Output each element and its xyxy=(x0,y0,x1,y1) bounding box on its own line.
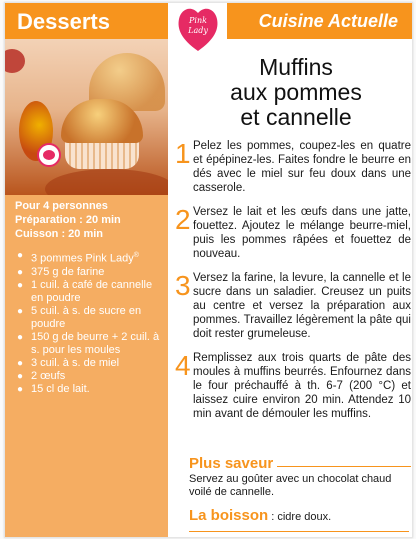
magazine-label: Cuisine Actuelle xyxy=(258,11,398,31)
apple-shape xyxy=(5,49,25,73)
cook-time: Cuisson : 20 min xyxy=(15,228,104,240)
step-number: 3 xyxy=(175,270,191,301)
step-number: 1 xyxy=(175,138,191,169)
step-text: Pelez les pommes, coupez-les en quatre et épépinez-les. Faites fondre le beurre en dés avec le miel sur feu doux dans une casserole. xyxy=(193,140,411,194)
ingredient-item: ● 2 œufs xyxy=(17,370,167,383)
pink-lady-sticker-icon xyxy=(37,143,61,167)
svg-text:Lady: Lady xyxy=(188,26,208,35)
step-number: 4 xyxy=(175,350,191,381)
header-category-band xyxy=(5,3,168,39)
step-2 xyxy=(175,205,411,261)
ingredient-item: ● 3 pommes Pink Lady® xyxy=(17,249,167,266)
step-text: Remplissez aux trois quarts de pâte des moules à muffins beurrés. Enfournez dans le four préchauffé à th. 6-7 (200 °C) et laissez cuire environ 20 min. Attendez 10 min avant de démouler les muffins. xyxy=(193,352,411,420)
ingredient-item: ● 5 cuil. à s. de sucre en poudre xyxy=(17,305,167,331)
ingredient-item: ● 1 cuil. à café de cannelle en poudre xyxy=(17,279,167,305)
step-1 xyxy=(175,139,411,195)
drink-pairing xyxy=(189,507,331,524)
ingredient-item: ● 3 cuil. à s. de miel xyxy=(17,357,167,370)
serving-tip xyxy=(189,455,411,499)
recipe-card xyxy=(4,2,413,538)
drink-divider xyxy=(189,531,409,532)
recipe-meta xyxy=(15,199,165,241)
drink-heading: La boisson xyxy=(189,507,269,524)
muffin-photo xyxy=(5,39,168,195)
step-text: Versez la farine, la levure, la cannelle et le sucre dans un saladier. Creusez un puits au centre et versez la préparation aux pommes. Travaillez légèrement la pâte qui doit rester grumeleuse. xyxy=(193,272,411,340)
plate-shape xyxy=(45,169,168,195)
step-4 xyxy=(175,351,411,421)
step-number: 2 xyxy=(175,204,191,235)
ingredient-item: ● 150 g de beurre + 2 cuil. à s. pour les moules xyxy=(17,331,167,357)
step-text: Versez le lait et les œufs dans une jatte, fouettez. Ajoutez le mélange beurre-miel, puis les pommes râpées et fouettez de nouveau. xyxy=(193,206,411,260)
pink-lady-logo xyxy=(175,3,221,53)
step-3 xyxy=(175,271,411,341)
tip-divider xyxy=(277,466,411,467)
category-label: Desserts xyxy=(17,9,110,34)
ingredients-list xyxy=(17,249,167,396)
ingredient-item: ● 15 cl de lait. xyxy=(17,383,167,396)
recipe-title: Muffins aux pommes et cannelle xyxy=(230,54,362,130)
header-magazine-band xyxy=(227,3,412,39)
ingredient-item: ● 375 g de farine xyxy=(17,266,167,279)
svg-text:Pink: Pink xyxy=(189,16,207,25)
drink-text: : cidre doux. xyxy=(271,511,332,523)
servings: Pour 4 personnes xyxy=(15,200,108,212)
recipe-steps xyxy=(175,139,411,431)
prep-time: Préparation : 20 min xyxy=(15,214,121,226)
tip-heading: Plus saveur xyxy=(189,455,274,472)
tip-text: Servez au goûter avec un chocolat chaud voilé de cannelle. xyxy=(189,473,392,498)
